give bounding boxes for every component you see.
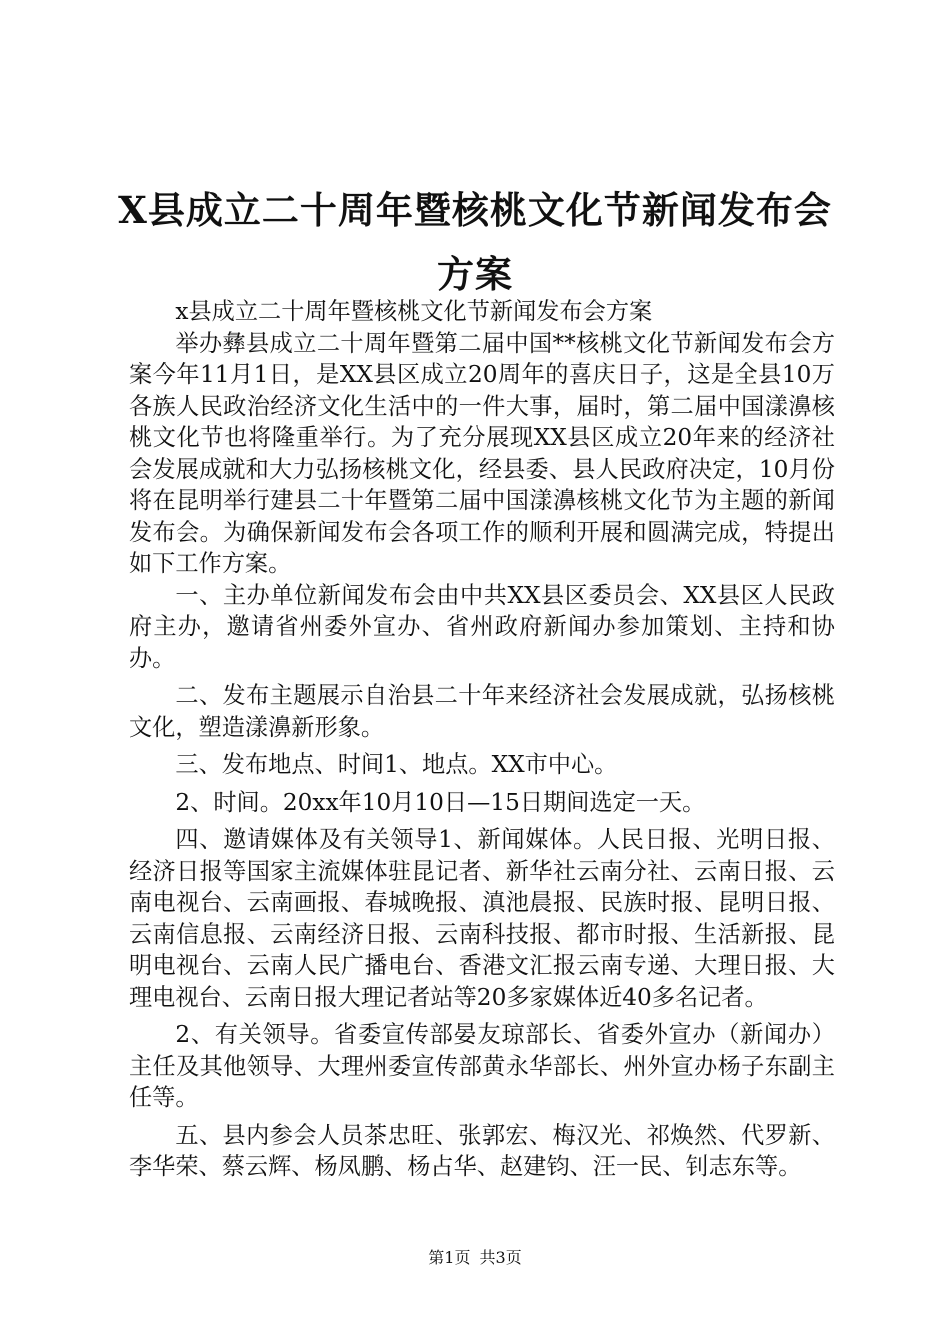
paragraph-theme: 二、发布主题展示自治县二十年来经济社会发展成就，弘扬核桃文化，塑造漾濞新形象。 xyxy=(129,682,835,741)
page-total: 共3页 xyxy=(479,1248,522,1267)
paragraph-time: 2、时间。20xx年10月10日—15日期间选定一天。 xyxy=(175,788,706,816)
paragraph-subtitle: x县成立二十周年暨核桃文化节新闻发布会方案 xyxy=(175,298,653,325)
paragraph-intro: 举办彝县成立二十周年暨第二届中国**核桃文化节新闻发布会方案今年11月1日，是XX县区成立20周年的喜庆日子，这是全县10万各族人民政治经济文化生活中的一件大事，届时，第二届中国漾濞核桃文化节也将隆重举行。为了充分展现XX县区成立20年来的经济社会发展成就和大力弘扬核桃文化，经县委、县人民政府决定，10月份将在昆明举行建县二十年暨第二届中国漾濞核桃文化节为主题的新闻发布会。为确保新闻发布会各项工作的顺利开展和圆满完成，特提出如下工作方案。 xyxy=(129,329,835,577)
document-title: X县成立二十周年暨核桃文化节新闻发布会方案 xyxy=(118,188,832,296)
paragraph-organizer: 一、主办单位新闻发布会由中共XX县区委员会、XX县区人民政府主办，邀请省州委外宣办、省州政府新闻办参加策划、主持和协办。 xyxy=(129,581,835,672)
paragraph-attendees: 五、县内参会人员茶忠旺、张郭宏、梅汉光、祁焕然、代罗新、李华荣、蔡云辉、杨凤鹏、杨占华、赵建钧、汪一民、钊志东等。 xyxy=(129,1121,835,1180)
paragraph-media: 四、邀请媒体及有关领导1、新闻媒体。人民日报、光明日报、经济日报等国家主流媒体驻昆记者、新华社云南分社、云南日报、云南电视台、云南画报、春城晚报、滇池晨报、民族时报、昆明日报、云南信息报、云南经济日报、云南科技报、都市时报、生活新报、昆明电视台、云南人民广播电台、香港文汇报云南专递、大理日报、大理电视台、云南日报大理记者站等20多家媒体近40多名记者。 xyxy=(129,826,835,1011)
document-body xyxy=(129,296,835,1183)
paragraph-location: 三、发布地点、时间1、地点。XX市中心。 xyxy=(175,751,618,778)
page-number: 第1页 xyxy=(428,1248,471,1267)
paragraph-leaders: 2、有关领导。省委宣传部晏友琼部长、省委外宣办（新闻办）主任及其他领导、大理州委宣传部黄永华部长、州外宣办杨子东副主任等。 xyxy=(129,1021,835,1111)
page-footer xyxy=(0,1245,950,1268)
